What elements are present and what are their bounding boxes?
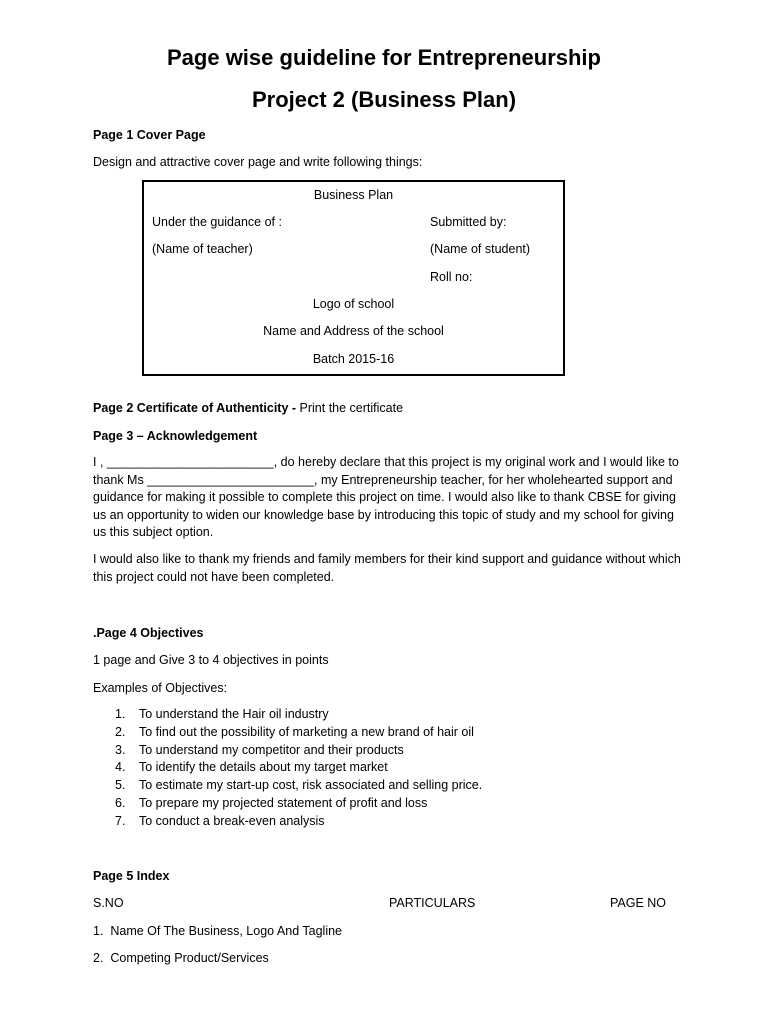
cover-page-template-box xyxy=(142,180,565,376)
list-item: 7. To conduct a break-even analysis xyxy=(115,813,325,828)
page3-heading: Page 3 – Acknowledgement xyxy=(93,429,258,443)
index-column-page-no: PAGE NO xyxy=(610,896,667,910)
cover-business-plan: Business Plan xyxy=(313,188,394,202)
page1-instruction: Design and attractive cover page and write following things: xyxy=(93,155,423,169)
list-item: 2. To find out the possibility of marketing a new brand of hair oil xyxy=(115,724,474,739)
list-item: 4. To identify the details about my target market xyxy=(115,760,388,775)
page4-heading: .Page 4 Objectives xyxy=(93,626,204,640)
document-title-line-2: Project 2 (Business Plan) xyxy=(251,87,517,112)
list-item: 3. To understand my competitor and their products xyxy=(115,742,404,757)
objectives-list xyxy=(93,706,482,831)
cover-teacher-name: (Name of teacher) xyxy=(152,242,253,256)
cover-guidance-label: Under the guidance of : xyxy=(152,215,282,229)
acknowledgement-paragraph-1: I , ________________________, do hereby declare that this project is my original work and I would like to thank Ms ________________________, my Entrepreneurship teacher, for her wholehearted support and guidance for making it possible to complete this project on time. I would also like to thank CBSE for giving us an opportunity to widen our knowledge base by introducing this topic of study and my school for giving us this subject option. xyxy=(93,455,679,539)
page2-text: Print the certificate xyxy=(299,401,404,415)
cover-batch: Batch 2015-16 xyxy=(312,352,395,366)
cover-school-address: Name and Address of the school xyxy=(263,324,444,338)
list-item: 5. To estimate my start-up cost, risk associated and selling price. xyxy=(115,778,483,793)
list-item: 1. To understand the Hair oil industry xyxy=(115,707,329,721)
cover-student-name: (Name of student) xyxy=(430,242,531,256)
index-column-particulars: PARTICULARS xyxy=(389,896,476,910)
acknowledgement-paragraph-2: I would also like to thank my friends and family members for their kind support and guidance without which this project could not have been completed. xyxy=(93,552,681,584)
document-title-line-1: Page wise guideline for Entrepreneurship xyxy=(167,45,601,70)
index-item-1: 1. Name Of The Business, Logo And Tagline xyxy=(93,924,342,938)
cover-school-logo: Logo of school xyxy=(312,297,395,311)
page2-heading: Page 2 Certificate of Authenticity - xyxy=(93,401,300,415)
cover-submitted-label: Submitted by: xyxy=(430,215,507,229)
page5-heading: Page 5 Index xyxy=(93,869,170,883)
cover-roll-no: Roll no: xyxy=(430,270,473,284)
objectives-examples-label: Examples of Objectives: xyxy=(93,681,228,695)
list-item: 6. To prepare my projected statement of profit and loss xyxy=(115,795,428,810)
index-item-2: 2. Competing Product/Services xyxy=(93,951,269,965)
page1-heading: Page 1 Cover Page xyxy=(93,128,206,142)
page2-line xyxy=(93,399,403,417)
page4-note: 1 page and Give 3 to 4 objectives in points xyxy=(93,653,329,667)
index-column-sno: S.NO xyxy=(93,896,124,910)
